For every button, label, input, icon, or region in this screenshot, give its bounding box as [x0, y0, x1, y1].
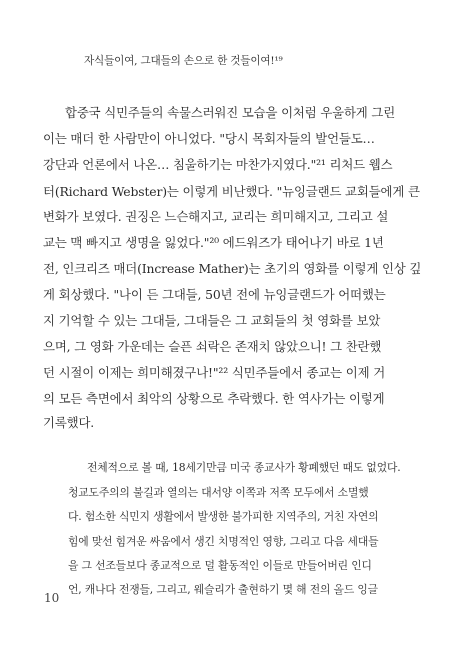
block-quote-line: 힘에 맞선 힘겨운 싸움에서 생긴 치명적인 영향, 그리고 다음 세대들	[68, 535, 379, 548]
block-quote-line: 청교도주의의 불길과 열의는 대서양 이쪽과 저쪽 모두에서 소멸했	[68, 486, 369, 499]
main-paragraph-line: 강단과 언론에서 나온… 침울하기는 마찬가지였다."²¹ 리처드 웹스	[43, 157, 393, 172]
block-quote-line: 다. 험소한 식민지 생활에서 발생한 불가피한 지역주의, 거친 자연의	[68, 510, 379, 523]
main-paragraph-line: 터(Richard Webster)는 이렇게 비난했다. "뉴잉글랜드 교회들에게 큰	[43, 184, 420, 199]
block-quote-line: 을 그 선조들보다 종교적으로 덜 활동적인 이들로 만들어버린 인디	[68, 559, 372, 572]
main-paragraph-line: 지 기억할 수 있는 그대들, 그대들은 그 교회들의 첫 영화를 보았	[43, 313, 381, 328]
top-quote-line: 자식들이여, 그대들의 손으로 한 것들이여!¹⁹	[84, 55, 283, 67]
main-paragraph-line: 게 회상했다. "나이 든 그대들, 50년 전에 뉴잉글랜드가 어떠했는	[43, 287, 386, 302]
main-paragraph-line: 전, 인크리즈 매더(Increase Mather)는 초기의 영화를 이렇게 인상 깊	[43, 261, 421, 276]
main-paragraph-line: 의 모든 측면에서 최악의 상황으로 추락했다. 한 역사가는 이렇게	[43, 391, 385, 406]
main-paragraph-line: 던 시절이 이제는 희미해졌구나!"²² 식민주들에서 종교는 이제 거	[43, 365, 386, 380]
main-paragraph-line: 이는 매더 한 사람만이 아니었다. "당시 목회자들의 발언들도…	[43, 131, 375, 146]
main-paragraph-line: 합중국 식민주들의 속물스러워진 모습을 이처럼 우울하게 그린	[65, 105, 396, 120]
main-paragraph-line: 변화가 보였다. 권징은 느슨해지고, 교리는 희미해지고, 그리고 설	[43, 209, 389, 224]
main-paragraph-line: 교는 맥 빠지고 생명을 잃었다."²⁰ 에드워즈가 태어나기 바로 1년	[43, 235, 384, 250]
main-paragraph-line: 으며, 그 영화 가운데는 슬픈 쇠락은 존재치 않았으니! 그 찬란했	[43, 339, 382, 354]
main-paragraph-line: 기록했다.	[43, 415, 95, 430]
page-number: 10	[44, 591, 60, 605]
block-quote-line: 전체적으로 볼 때, 18세기만큼 미국 종교사가 황폐했던 때도 없었다.	[87, 461, 401, 474]
block-quote-line: 언, 캐나다 전쟁들, 그리고, 웨슬리가 출현하기 몇 해 전의 올드 잉글	[68, 583, 378, 596]
